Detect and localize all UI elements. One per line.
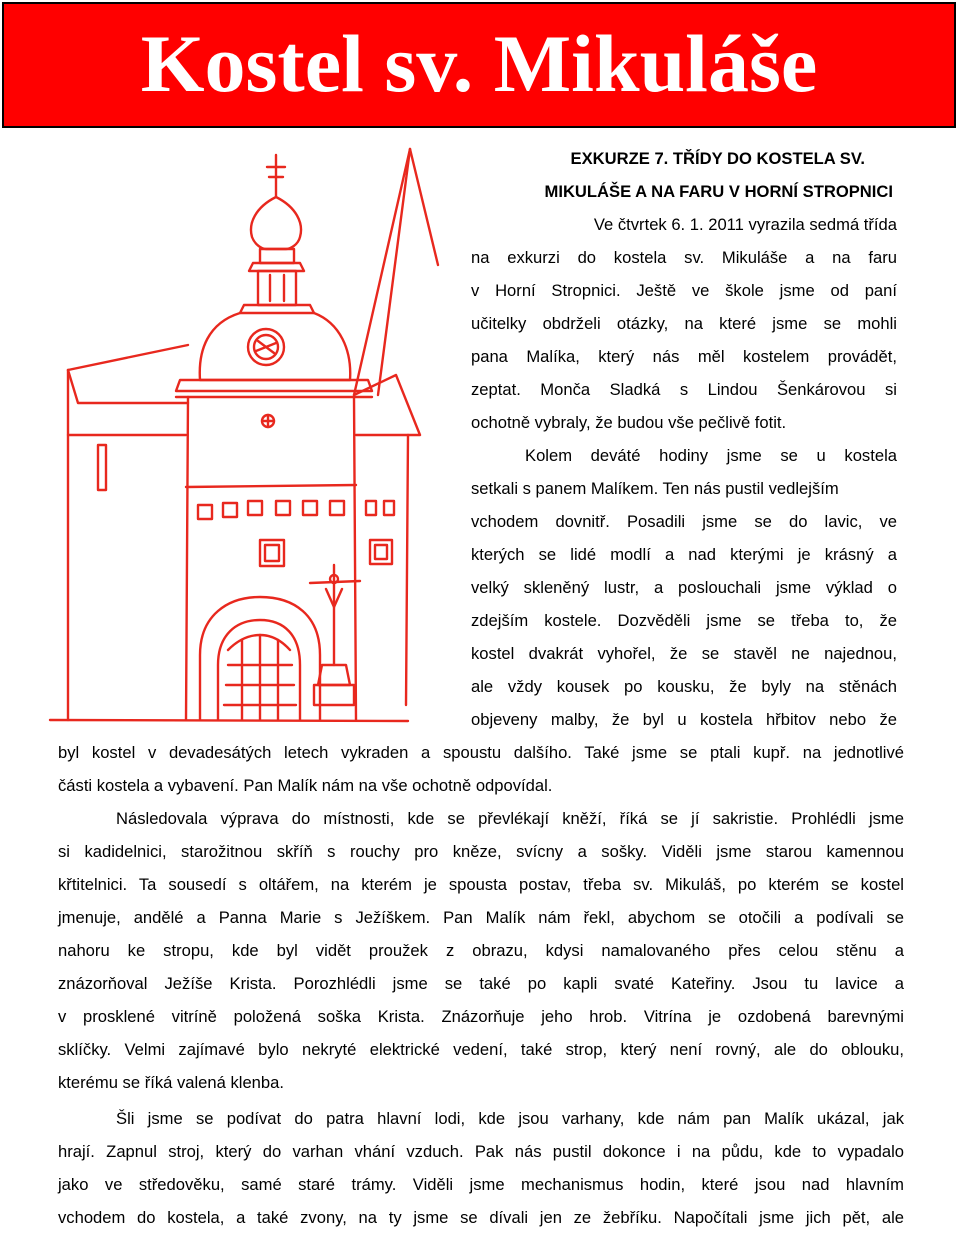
text-line: hrají. Zapnul stroj, který do varhan vhání vzduch. Pak nás pustil dokonce i na půdu, kde to vypadalo [58,1142,904,1161]
text-line: znázorňoval Ježíše Krista. Porozhlédli jsme se také po kapli svaté Kateřiny. Jsou tu lavice a [58,974,904,993]
page-title: Kostel sv. Mikuláše [140,18,818,109]
text-line: nahoru ke stropu, kde byl vidět proužek z obrazu, kdysi namalovaného přes celou stěnu a [58,941,904,960]
text-line: vchodem do kostela, a také zvony, na ty jsme se dívali jen ze žebříku. Napočítali jsme jich pět, ale [58,1208,904,1227]
text-line: kterých se lidé modlí a nad kterými je krásný a [471,545,897,564]
text-line: Následovala výprava do místnosti, kde se převlékají kněží, říká se jí sakristie. Prohlédli jsme [116,809,904,828]
text-line: jako ve středověku, samé staré trámy. Viděli jsme mechanismus hodin, které jsou nad hlavním [58,1175,904,1194]
article-heading-line-1: EXKURZE 7. TŘÍDY DO KOSTELA SV. [570,149,865,168]
text-line: pana Malíka, který nás měl kostelem provádět, [471,347,897,366]
paragraph-varhany [58,1102,904,1234]
continued-paragraph [58,736,904,802]
text-line: Ve čtvrtek 6. 1. 2011 vyrazila sedmá třída [593,215,897,234]
text-line: jmenuje, andělé a Panna Marie s Ježíškem. Pan Malík nám řekl, abychom se otočili a podívali se [58,908,904,927]
title-banner [2,2,956,128]
text-line: kostel dvakrát vyhořel, že se stavěl ne najednou, [471,644,897,663]
text-line: vchodem dovnitř. Posadili jsme se do lavic, ve [471,512,897,531]
text-line: kterému se říká valená klenba. [58,1073,284,1092]
text-line: si kadidelnici, starožitnou skříň s rouchy pro kněze, svícny a sošky. Viděli jsme starou kamennou [58,842,904,861]
text-line: velký skleněný lustr, a poslouchali jsme výklad o [471,578,897,597]
text-line: Kolem deváté hodiny jsme se u kostela [525,446,897,465]
text-line: na exkurzi do kostela sv. Mikuláše a na faru [471,248,897,267]
text-line: zeptat. Monča Sladká s Lindou Šenkárovou si [471,380,897,399]
text-line: křtitelnici. Ta sousedí s oltářem, na kterém je spousta postav, třeba sv. Mikuláš, po kterém se kostel [58,875,904,894]
paragraph-sakristie [58,802,904,1099]
intro-column [471,142,897,736]
text-line: setkali s panem Malíkem. Ten nás pustil vedlejším [471,479,839,498]
text-line: zdejším kostele. Dozvěděli jsme se třeba to, že [471,611,897,630]
text-line: části kostela a vybavení. Pan Malík nám na vše ochotně odpovídal. [58,776,553,795]
text-line: objeveny malby, že byl u kostela hřbitov nebo že [471,710,897,729]
text-line: učitelky obdrželi otázky, na které jsme se mohli [471,314,897,333]
church-drawing [48,145,458,735]
text-line: sklíčky. Velmi zajímavé bylo nekryté elektrické vedení, také strop, který není rovný, ale do oblouku, [58,1040,904,1059]
text-line: ale vždy kousek po kousku, že byly na stěnách [471,677,897,696]
text-line: Šli jsme se podívat do patra hlavní lodi, kde jsou varhany, kde nám pan Malík ukázal, jak [116,1109,904,1128]
text-line: ochotně vybraly, že budou vše pečlivě fotit. [471,413,787,432]
text-line: v prosklené vitríně položená soška Krista. Znázorňuje jeho hrob. Vitrína je ozdobená barevnými [58,1007,904,1026]
text-line: byl kostel v devadesátých letech vykraden a spoustu dalšího. Také jsme se ptali kupř. na jednotlivé [58,743,904,762]
article-heading-line-2: MIKULÁŠE A NA FARU V HORNÍ STROPNICI [544,182,893,201]
text-line: v Horní Stropnici. Ještě ve škole jsme od paní [471,281,897,300]
